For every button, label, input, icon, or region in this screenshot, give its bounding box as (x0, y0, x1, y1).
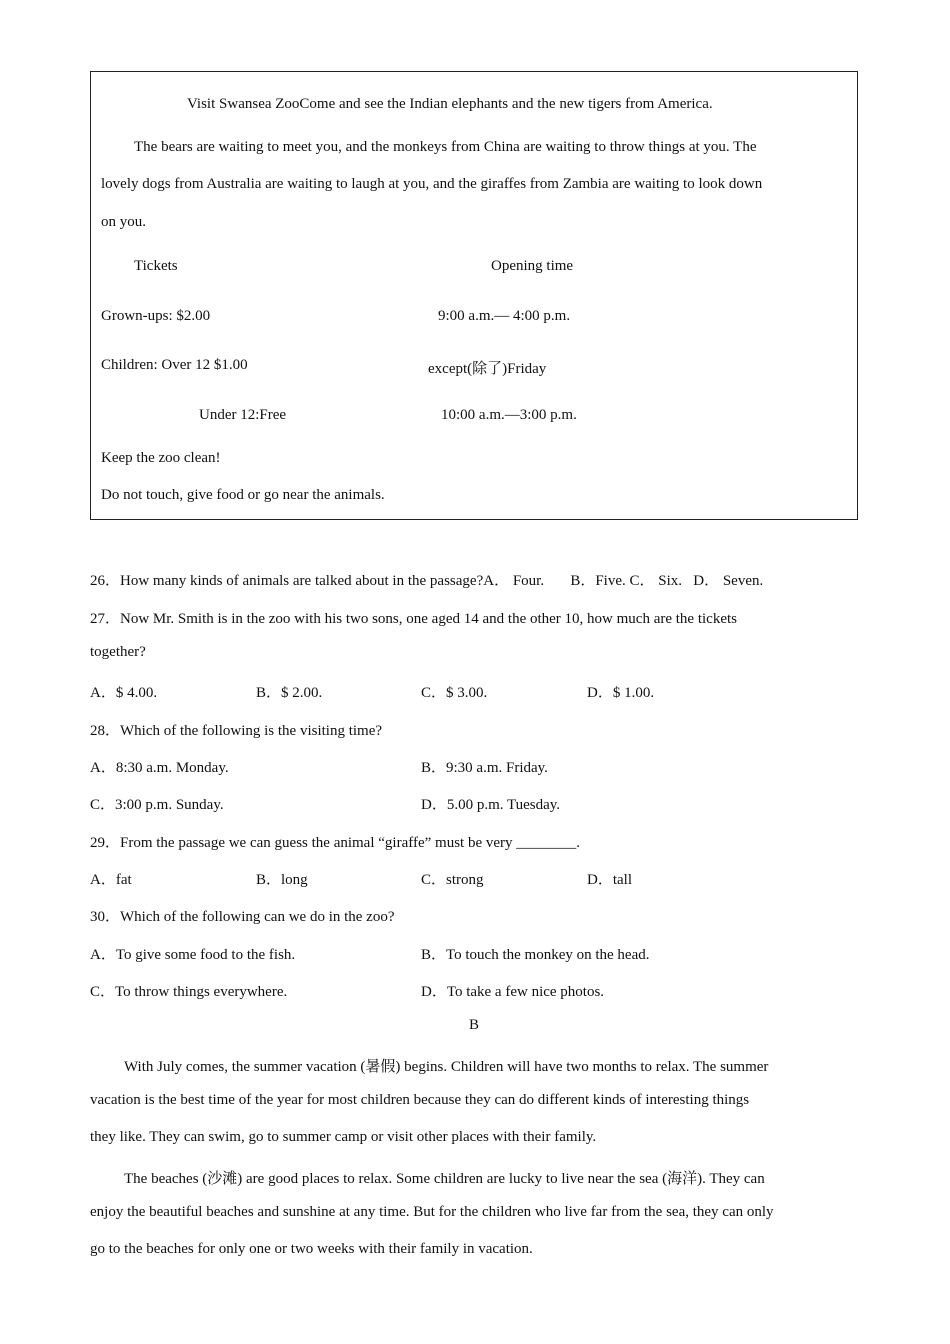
price-under12: Under 12:Free (199, 407, 287, 423)
question-26: 26．How many kinds of animals are talked about in the passage?A． Four. B．Five. C． Six. D． Seven. (90, 573, 764, 589)
opening-time-regular: 9:00 a.m.— 4:00 p.m. (438, 308, 571, 324)
question-28: 28．Which of the following is the visiting time? (90, 723, 383, 739)
q28-option-a: A．8:30 a.m. Monday. (90, 760, 229, 776)
q27-option-c: C．$ 3.00. (421, 685, 488, 701)
price-children-over12: Children: Over 12 $1.00 (101, 357, 248, 373)
q27-option-d: D．$ 1.00. (587, 685, 655, 701)
opening-time-friday: 10:00 a.m.—3:00 p.m. (441, 407, 577, 423)
q29-option-b: B．long (256, 872, 308, 888)
q30-option-a: A．To give some food to the fish. (90, 947, 296, 963)
question-27: 27．Now Mr. Smith is in the zoo with his two sons, one aged 14 and the other 10, how much are the tickets (90, 611, 737, 627)
q29-option-d: D．tall (587, 872, 632, 888)
opening-time-label: Opening time (491, 258, 574, 274)
section-b-heading: B (469, 1017, 480, 1033)
q30-option-d: D．To take a few nice photos. (421, 984, 605, 1000)
passage-b-paragraph-line: they like. They can swim, go to summer camp or visit other places with their family. (90, 1129, 597, 1145)
passage-b-paragraph-line: vacation is the best time of the year for most children because they can do different kinds of interesting things (90, 1092, 750, 1108)
q29-option-c: C．strong (421, 872, 484, 888)
q28-option-b: B．9:30 a.m. Friday. (421, 760, 548, 776)
q30-option-b: B．To touch the monkey on the head. (421, 947, 650, 963)
q27-option-a: A．$ 4.00. (90, 685, 158, 701)
q28-option-d: D．5.00 p.m. Tuesday. (421, 797, 561, 813)
q30-option-c: C．To throw things everywhere. (90, 984, 288, 1000)
tickets-label: Tickets (134, 258, 178, 274)
passage-b-paragraph-line: With July comes, the summer vacation (暑假) begins. Children will have two months to relax. The summer (124, 1059, 769, 1075)
question-30: 30．Which of the following can we do in the zoo? (90, 909, 395, 925)
passage-b-paragraph-line: The beaches (沙滩) are good places to relax. Some children are lucky to live near the sea (海洋). They can (124, 1171, 765, 1187)
rule-clean: Keep the zoo clean! (101, 450, 221, 466)
opening-time-exception: except(除了)Friday (428, 361, 547, 377)
q27-option-b: B．$ 2.00. (256, 685, 323, 701)
notice-paragraph-line: lovely dogs from Australia are waiting to laugh at you, and the giraffes from Zambia are waiting to look down (101, 176, 763, 192)
q28-option-c: C．3:00 p.m. Sunday. (90, 797, 224, 813)
notice-paragraph-line: The bears are waiting to meet you, and the monkeys from China are waiting to throw things at you. The (134, 139, 757, 155)
notice-heading: Visit Swansea ZooCome and see the Indian elephants and the new tigers from America. (187, 96, 713, 112)
price-grownups: Grown-ups: $2.00 (101, 308, 211, 324)
question-29: 29．From the passage we can guess the animal “giraffe” must be very ________. (90, 835, 581, 851)
passage-b-paragraph-line: enjoy the beautiful beaches and sunshine at any time. But for the children who live far from the sea, they can only (90, 1204, 774, 1220)
passage-b-paragraph-line: go to the beaches for only one or two weeks with their family in vacation. (90, 1241, 533, 1257)
rule-no-touch: Do not touch, give food or go near the animals. (101, 487, 385, 503)
q29-option-a: A．fat (90, 872, 132, 888)
notice-paragraph-line: on you. (101, 214, 146, 230)
question-27-continued: together? (90, 644, 146, 660)
